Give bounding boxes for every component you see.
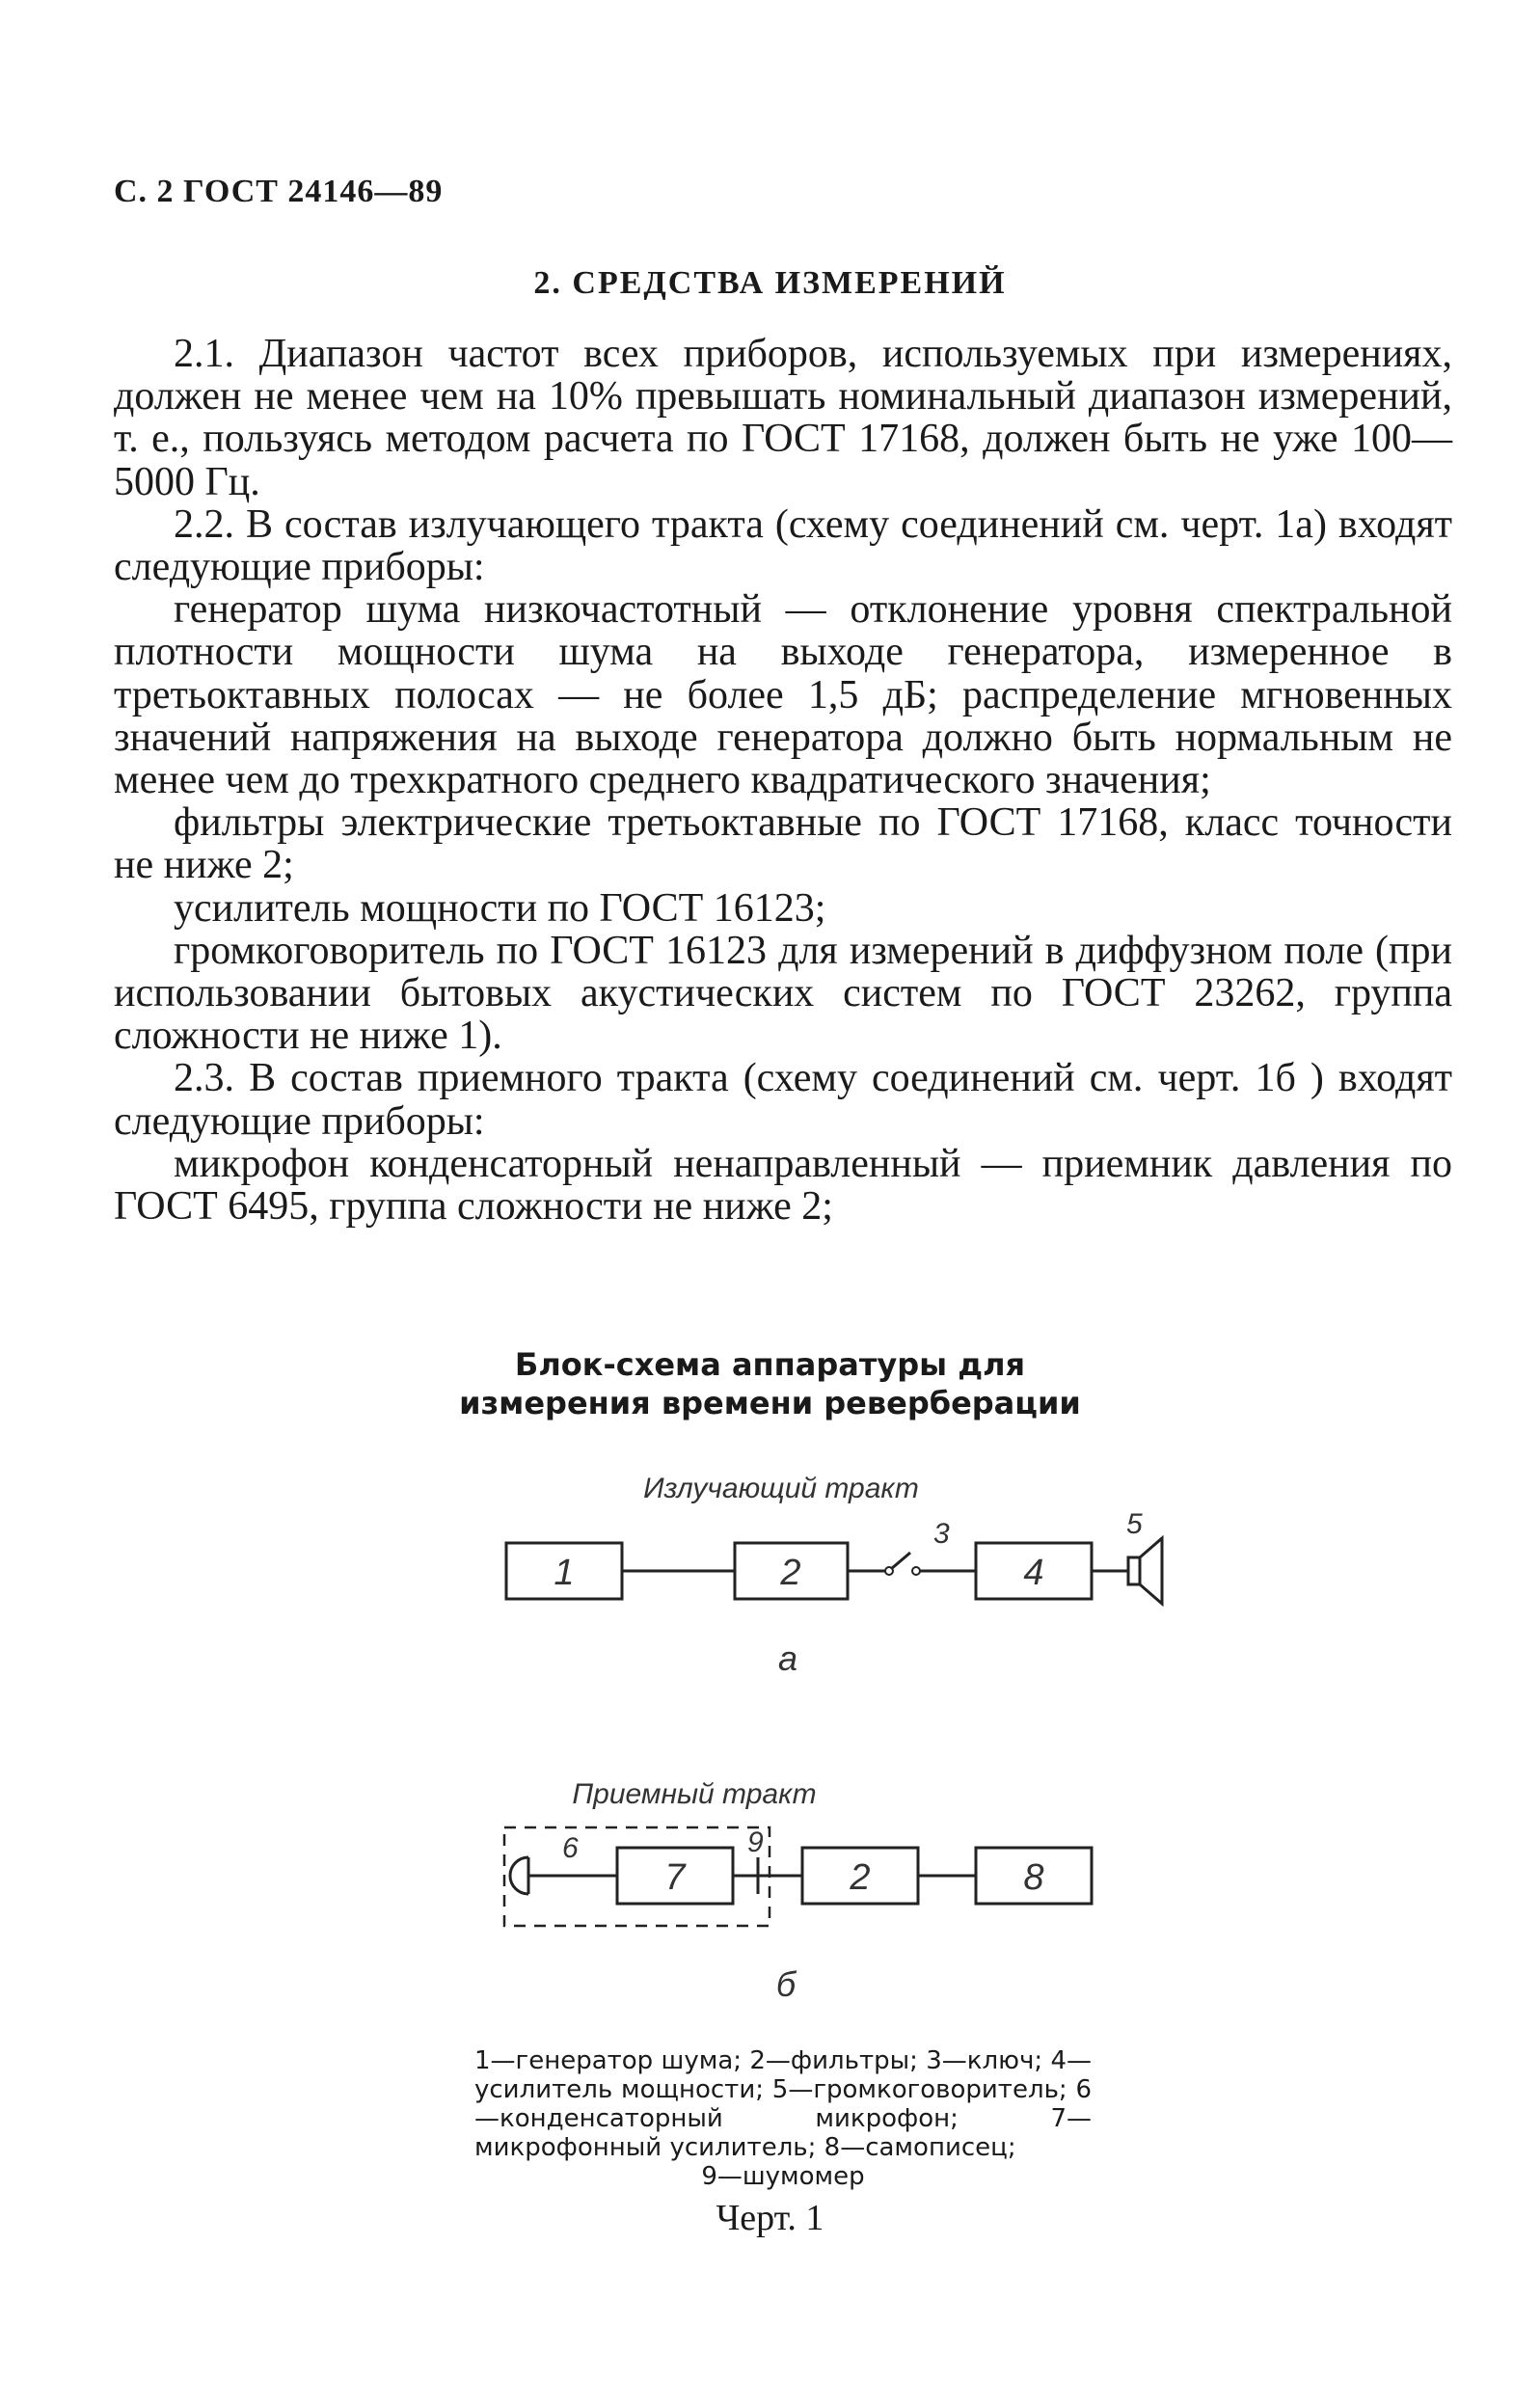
section-title: 2. СРЕДСТВА ИЗМЕРЕНИЙ [533,265,1007,301]
list-item-microphone: микрофон конденсаторный ненаправленный — приемник давления по ГОСТ 6495, группа сложности не ниже 2; [114,1141,1452,1230]
microphone-icon [510,1857,528,1894]
figure-caption: Черт. 1 [716,2198,824,2238]
block-7-label: 7 [664,1857,686,1898]
speaker-icon [1128,1538,1162,1604]
figure-title [0,1345,1540,1422]
page-header: С. 2 ГОСТ 24146—89 [114,174,444,209]
list-item-filters: фильтры электрические третьоктавные по ГОСТ 17168, класс точности не ниже 2; [114,800,1452,888]
block-8-label: 8 [1023,1857,1044,1898]
paragraph-2-2: 2.2. В состав излучающего тракта (схему соединений см. черт. 1а) входят следующие приборы: [114,501,1452,590]
figure-title-line-2: измерения времени реверберации [459,1385,1081,1421]
diagram-a-caption: а [777,1638,798,1678]
legend-last-item: 9—шумомер [701,2162,865,2191]
paragraph-2-3: 2.3. В состав приемного тракта (схему соединений см. черт. 1б ) входят следующие приборы: [114,1056,1452,1144]
receiving-chain-label: Приемный тракт [572,1778,817,1810]
legend-text: 1—генератор шума; 2—фильтры; 3—ключ; 4—усилитель мощности; 5—громкоговоритель; 6—конденсаторный микрофон; 7—микрофонный усилитель; 8—самописец; [474,2046,1092,2162]
switch-number: 3 [933,1518,950,1550]
block-2b-label: 2 [850,1857,871,1898]
emitting-chain-label: Излучающий тракт [643,1473,919,1504]
list-item-amplifier: усилитель мощности по ГОСТ 16123; [174,885,826,931]
body-text [114,333,1452,1228]
block-2-label: 2 [780,1553,801,1593]
switch-contact [912,1567,920,1575]
microphone-number: 6 [562,1832,579,1864]
list-item-loudspeaker: громкоговоритель по ГОСТ 16123 для измерений в диффузном поле (при использовании бытовых акустических систем по ГОСТ 23262, группа сложности не ниже 1). [114,928,1452,1059]
meter-number: 9 [747,1826,764,1858]
diagram-b-caption: б [775,1964,797,2004]
switch-lever [891,1553,910,1569]
paragraph-2-1: 2.1. Диапазон частот всех приборов, используемых при измерениях, должен не менее чем на 10% превышать номинальный диапазон измерений, т. е., пользуясь методом расчета по ГОСТ 17168, должен быть не уже 100—5000 Гц. [114,332,1452,504]
figure-legend [474,2046,1092,2191]
figure-title-line-1: Блок-схема аппаратуры для [514,1346,1026,1383]
block-diagram [0,1447,1540,2044]
block-1-label: 1 [554,1553,575,1593]
list-item-noise-generator: генератор шума низкочастотный — отклонение уровня спектральной плотности мощности шума на выходе генератора, измеренное в третьоктавных полосах — не более 1,5 дБ; распределение мгновенных значений напряжения на выходе генератора должно быть нормальным не менее чем до трехкратного среднего квадратического значения; [114,587,1452,803]
speaker-number: 5 [1126,1508,1143,1540]
block-4-label: 4 [1023,1553,1044,1593]
